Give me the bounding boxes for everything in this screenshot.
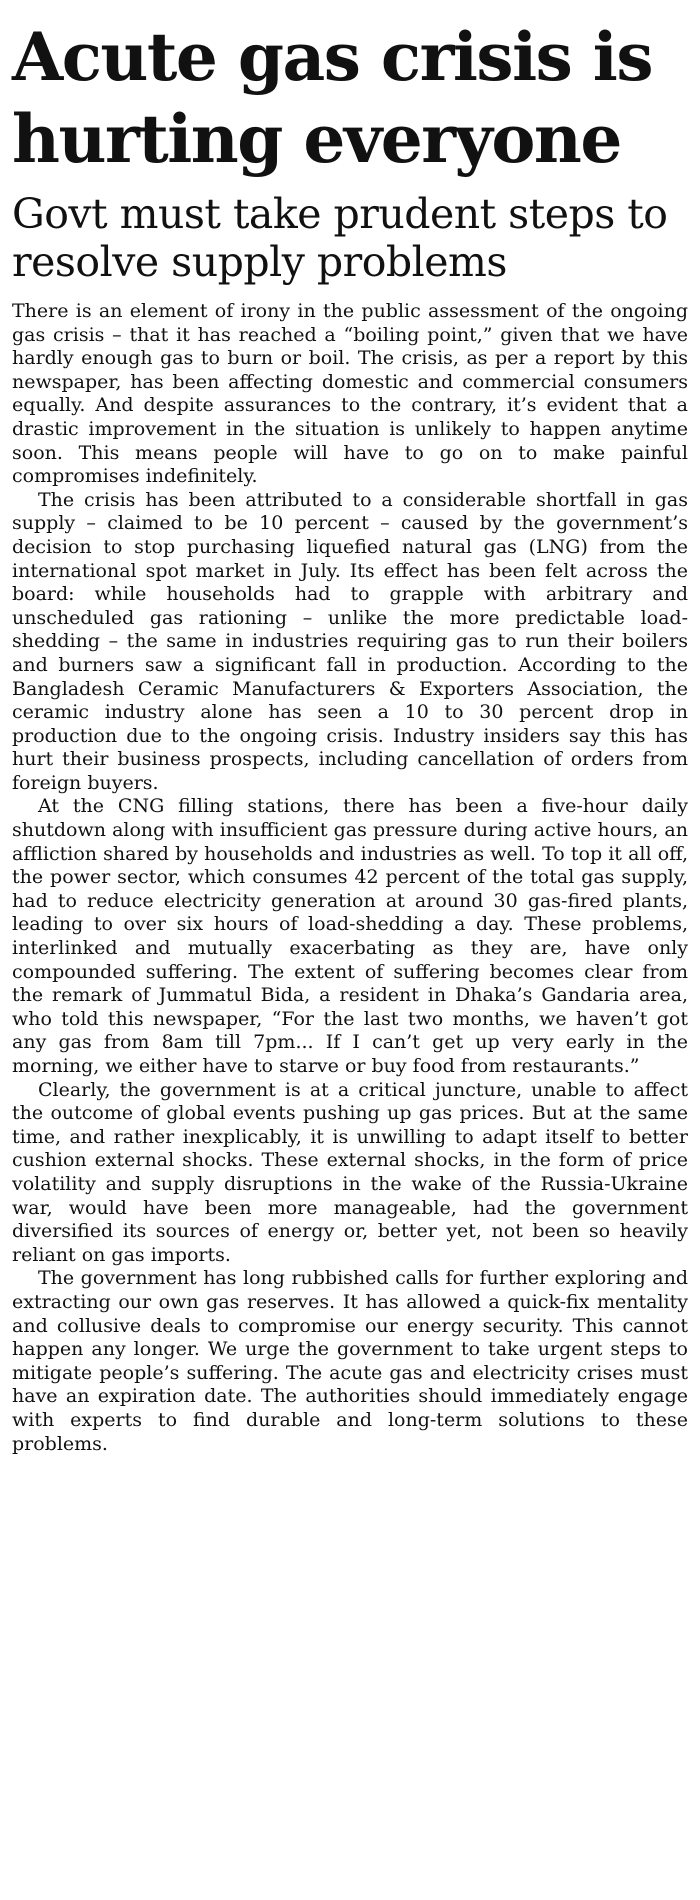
paragraph: There is an element of irony in the public assessment of the ongoing gas crisis – that it has reached a “boiling point,” given that we have hardly enough gas to burn or boil. The crisis, as per a report by this newspaper, has been affecting domestic and commercial consumers equally. And despite assurances to the contrary, it’s evident that a drastic improvement in the situation is unlikely to happen anytime soon. This means people will have to go on to make painful compromises indefinitely. — [12, 300, 688, 488]
article-body — [12, 300, 688, 1456]
paragraph: Clearly, the government is at a critical juncture, unable to affect the outcome of global events pushing up gas prices. But at the same time, and rather inexplicably, it is unwilling to adapt itself to better cushion external shocks. These external shocks, in the form of price volatility and supply disruptions in the wake of the Russia-Ukraine war, would have been more manageable, had the government diversified its sources of energy or, better yet, not been so heavily reliant on gas imports. — [12, 1078, 688, 1266]
headline: Acute gas crisis is hurting everyone — [12, 18, 653, 178]
subheadline: Govt must take prudent steps to resolve supply problems — [12, 190, 668, 286]
paragraph: The crisis has been attributed to a considerable shortfall in gas supply – claimed to be 10 percent – caused by the government’s decision to stop purchasing liquefied natural gas (LNG) from the international spot market in July. Its effect has been felt across the board: while households had to grapple with arbitrary and unscheduled gas rationing – unlike the more predictable load-shedding – the same in industries requiring gas to run their boilers and burners saw a significant fall in production. According to the Bangladesh Ceramic Manufacturers & Exporters Association, the ceramic industry alone has seen a 10 to 30 percent drop in production due to the ongoing crisis. Industry insiders say this has hurt their business prospects, including cancellation of orders from foreign buyers. — [12, 488, 688, 794]
paragraph: At the CNG filling stations, there has been a five-hour daily shutdown along with insufficient gas pressure during active hours, an affliction shared by households and industries as well. To top it all off, the power sector, which consumes 42 percent of the total gas supply, had to reduce electricity generation at around 30 gas-fired plants, leading to over six hours of load-shedding a day. These problems, interlinked and mutually exacerbating as they are, have only compounded suffering. The extent of suffering becomes clear from the remark of Jummatul Bida, a resident in Dhaka’s Gandaria area, who told this newspaper, “For the last two months, we haven’t got any gas from 8am till 7pm... If I can’t get up very early in the morning, we either have to starve or buy food from restaurants.” — [12, 795, 688, 1077]
paragraph: The government has long rubbished calls for further exploring and extracting our own gas reserves. It has allowed a quick-fix mentality and collusive deals to compromise our energy security. This cannot happen any longer. We urge the government to take urgent steps to mitigate people’s suffering. The acute gas and electricity crises must have an expiration date. The authorities should immediately engage with experts to find durable and long-term solutions to these problems. — [12, 1267, 688, 1455]
